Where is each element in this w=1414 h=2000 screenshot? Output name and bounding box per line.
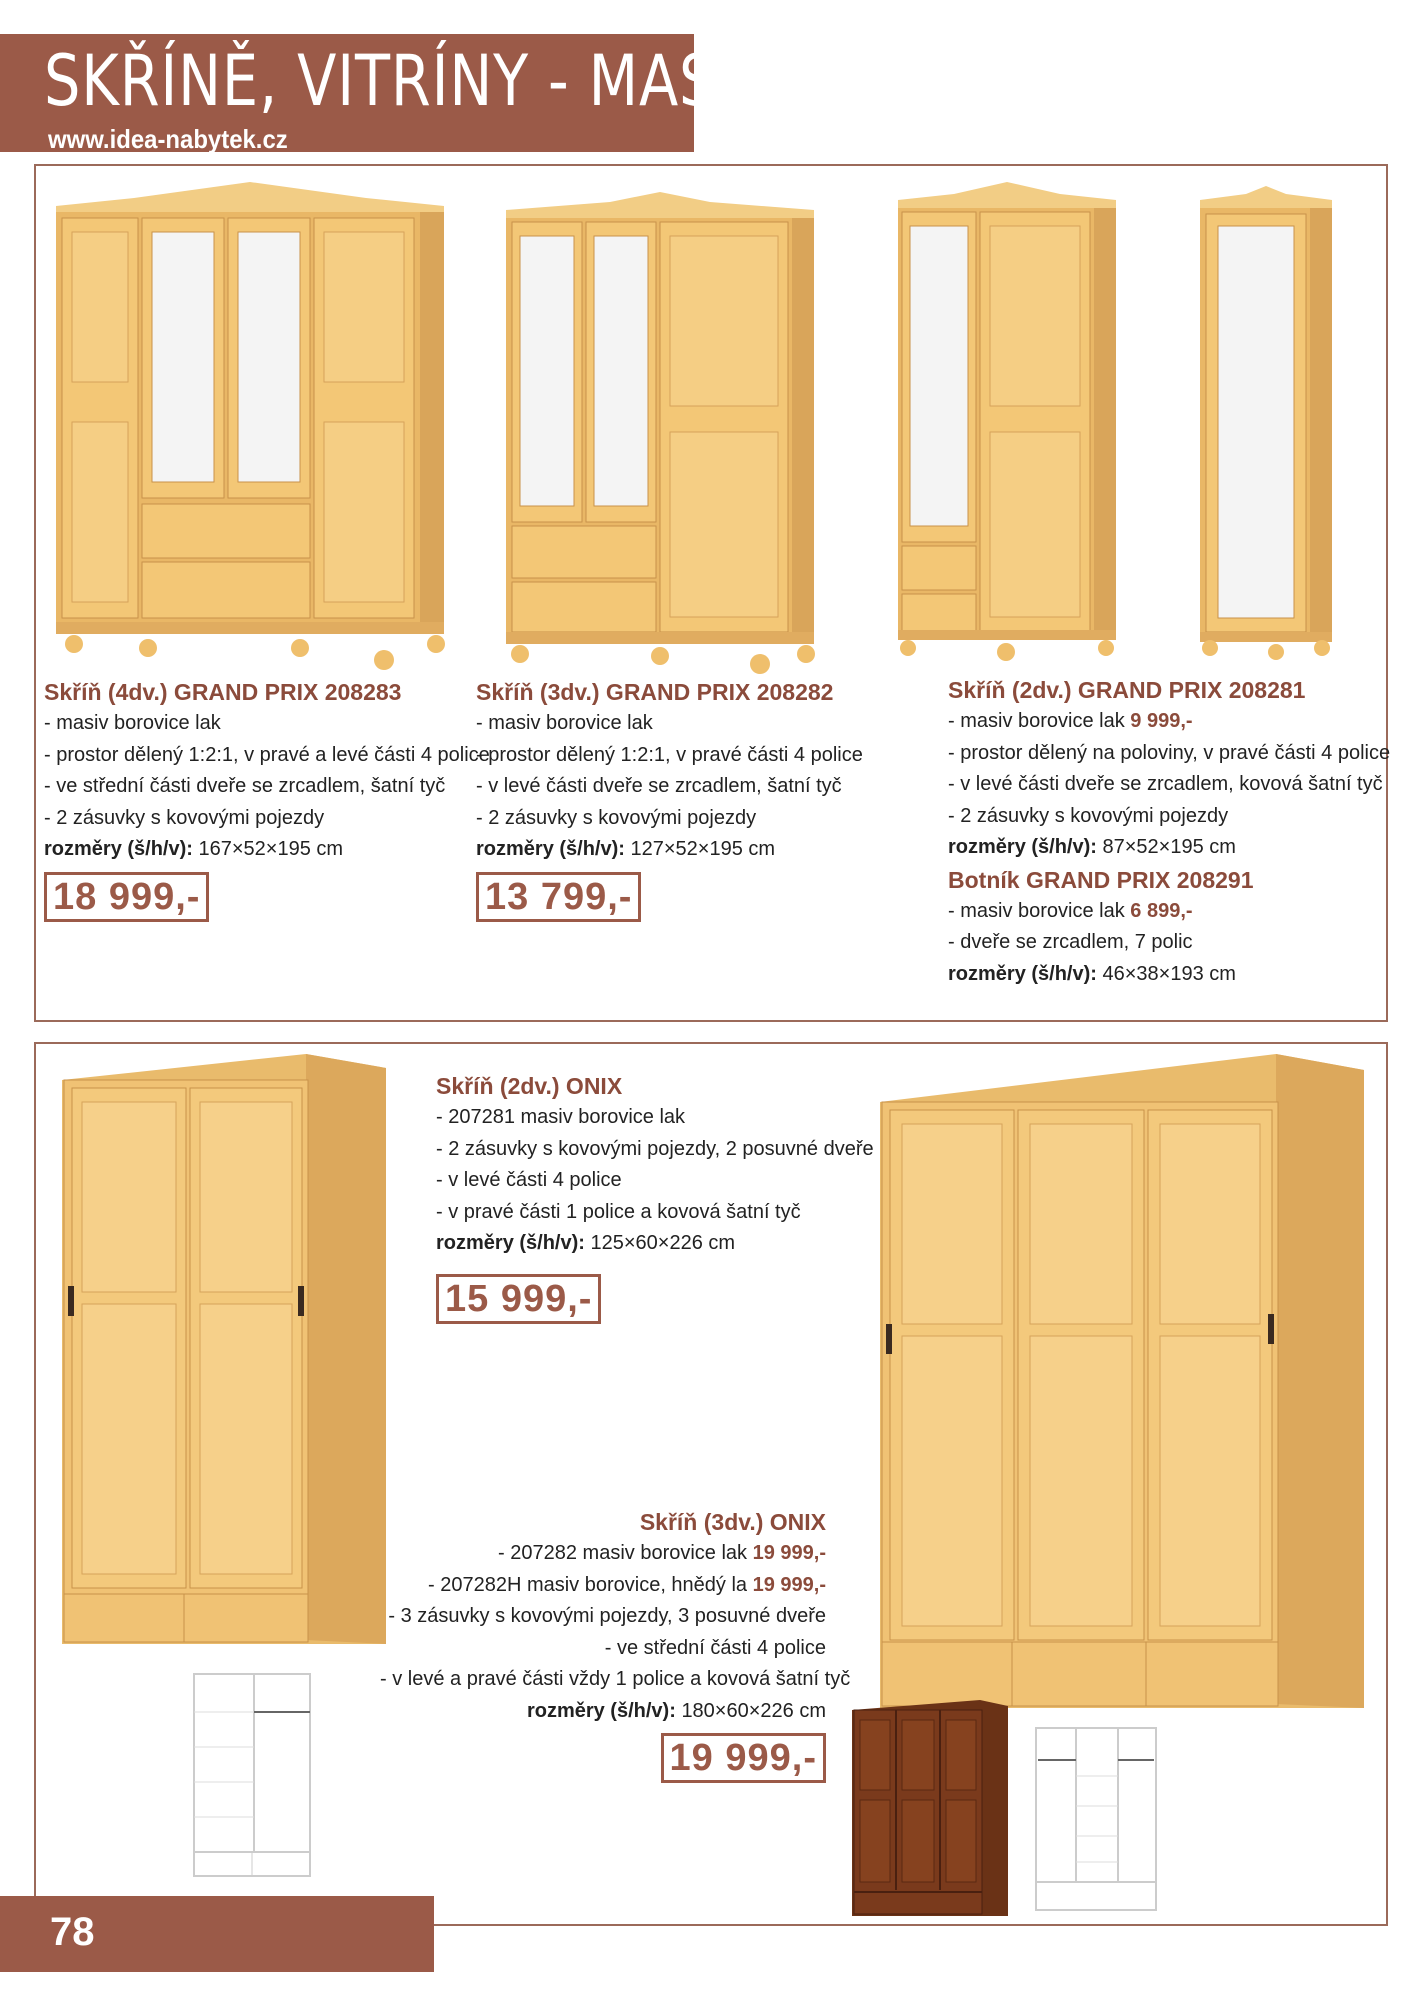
feature-line: - v pravé části 1 police a kovová šatní tyč [436,1200,801,1223]
price-tag: 13 799,- [476,872,641,922]
dimensions: rozměry (š/h/v): 46×38×193 cm [948,962,1236,985]
product-208282 [476,676,863,922]
feature-line: - masiv borovice lak [476,712,653,734]
feature-line: - masiv borovice lak 9 999,- [948,710,1193,732]
price-tag: 15 999,- [436,1274,601,1324]
dimensions: rozměry (š/h/v): 127×52×195 cm [476,838,776,860]
product-title: Skříň (3dv.) ONIX [639,1509,826,1535]
feature-line: - ve střední části dveře se zrcadlem, šatní tyč [44,775,446,797]
feature-line: - dveře se zrcadlem, 7 polic [948,931,1193,953]
product-onix-3door [380,1506,851,1783]
product-onix-2door [436,1070,874,1324]
onix-2door-image [56,1054,390,1654]
dimensions: rozměry (š/h/v): 125×60×226 cm [436,1232,736,1254]
feature-line: - prostor dělený 1:2:1, v pravé a levé části 4 police [44,743,490,766]
feature-line: - v levé části dveře se zrcadlem, šatní tyč [476,775,842,797]
feature-line: - prostor dělený na poloviny, v pravé části 4 police [948,741,1391,764]
wardrobe-4door-image [50,182,450,682]
feature-line: - prostor dělený 1:2:1, v pravé části 4 police [476,743,863,766]
website-url[interactable]: www.idea-nabytek.cz [48,124,288,154]
product-title: Skříň (4dv.) GRAND PRIX 208283 [44,679,402,705]
feature-line: - 207282 masiv borovice lak 19 999,- [498,1542,826,1564]
feature-line: - v levé a pravé části vždy 1 police a kovová šatní tyč [380,1668,851,1690]
dimensions: rozměry (š/h/v): 180×60×226 cm [526,1699,826,1722]
feature-line: - 2 zásuvky s kovovými pojezdy [476,806,757,829]
product-title: Skříň (2dv.) GRAND PRIX 208281 [948,677,1306,703]
feature-line: - 2 zásuvky s kovovými pojezdy [948,804,1229,827]
price-tag: 19 999,- [661,1733,826,1783]
feature-line: - v levé části 4 police [436,1169,622,1191]
feature-line: - 3 zásuvky s kovovými pojezdy, 3 posuvné dveře [388,1605,826,1627]
dimensions: rozměry (š/h/v): 87×52×195 cm [948,836,1236,858]
feature-line: - 207281 masiv borovice lak [436,1106,686,1128]
product-title: Botník GRAND PRIX 208291 [948,866,1254,893]
wardrobe-3door-image [500,192,820,682]
page-title: SKŘÍNĚ, VITRÍNY - MASIV [44,40,775,122]
feature-line: - 2 zásuvky s kovovými pojezdy, 2 posuvné dveře [436,1137,874,1160]
onix-3door-image [876,1054,1366,1712]
feature-line: - ve střední části 4 police [604,1636,826,1659]
feature-line: - masiv borovice lak [44,712,221,734]
onix-3door-interior-diagram [1034,1726,1158,1912]
shoe-cabinet-image [1196,186,1336,666]
feature-line: - v levé části dveře se zrcadlem, kovová šatní tyč [948,773,1383,795]
product-title: Skříň (3dv.) GRAND PRIX 208282 [476,679,834,705]
product-208281 [948,674,1390,990]
dimensions: rozměry (š/h/v): 167×52×195 cm [44,838,344,860]
wardrobe-2door-image [894,182,1120,682]
product-title: Skříň (2dv.) ONIX [436,1073,623,1099]
onix-3door-brown-image [850,1700,1010,1918]
feature-line: - 207282H masiv borovice, hnědý la 19 999,- [427,1573,826,1596]
onix-2door-interior-diagram [192,1672,312,1878]
header-banner [0,34,775,154]
product-208283 [44,676,490,922]
feature-line: - 2 zásuvky s kovovými pojezdy [44,806,325,829]
footer-bar [0,1896,434,1972]
price-tag: 18 999,- [44,872,209,922]
feature-line: - masiv borovice lak 6 899,- [948,899,1193,922]
page-number: 78 [50,1910,95,1954]
